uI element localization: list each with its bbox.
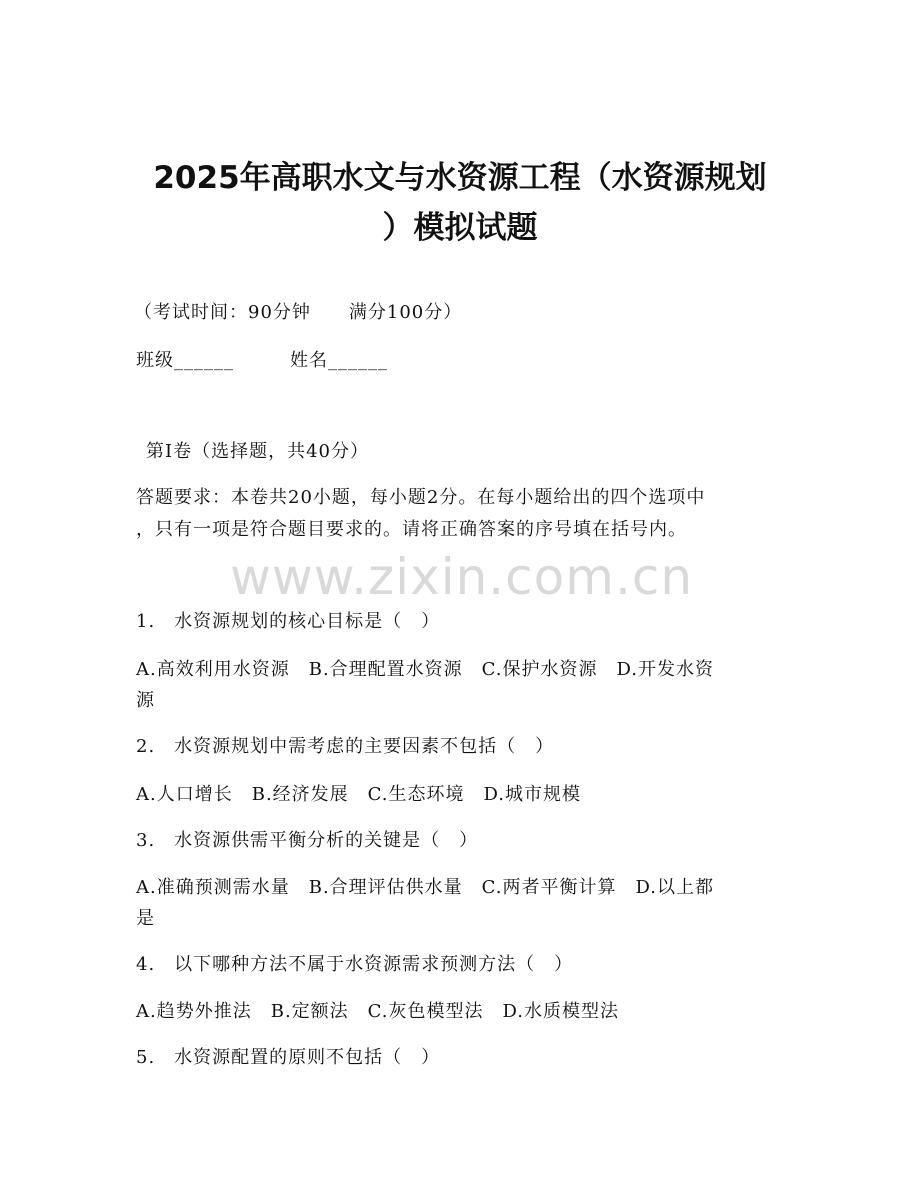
instructions-line-2: ，只有一项是符合题目要求的。请将正确答案的序号填在括号内。 xyxy=(136,519,687,540)
class-field: 班级______ xyxy=(136,350,234,371)
question-stem: 4. 以下哪种方法不属于水资源需求预测方法（ ） xyxy=(136,954,574,975)
section-title: 第Ⅰ卷（选择题，共40分） xyxy=(146,441,370,462)
question-stem: 3. 水资源供需平衡分析的关键是（ ） xyxy=(136,830,479,851)
exam-title xyxy=(130,153,790,253)
question-stem: 1. 水资源规划的核心目标是（ ） xyxy=(136,611,441,632)
instructions-line-1: 答题要求：本卷共20小题，每小题2分。在每小题给出的四个选项中 xyxy=(136,487,706,508)
question-options: A.人口增长 B.经济发展 C.生态环境 D.城市规模 xyxy=(136,784,582,805)
question-stem: 2. 水资源规划中需考虑的主要因素不包括（ ） xyxy=(136,736,555,757)
question-options: A.高效利用水资源 B.合理配置水资源 C.保护水资源 D.开发水资 xyxy=(136,659,715,680)
name-field: 姓名______ xyxy=(290,350,388,371)
question-stem: 5. 水资源配置的原则不包括（ ） xyxy=(136,1047,441,1068)
class-name-row xyxy=(136,346,388,376)
question-options: A.准确预测需水量 B.合理评估供水量 C.两者平衡计算 D.以上都 xyxy=(136,877,715,898)
question-options-continued: 源 xyxy=(136,690,155,711)
question-options: A.趋势外推法 B.定额法 C.灰色模型法 D.水质模型法 xyxy=(136,1001,620,1022)
question-options-continued: 是 xyxy=(136,908,155,929)
title-line-1: 2025年高职水文与水资源工程（水资源规划 xyxy=(153,160,767,196)
title-line-2: ）模拟试题 xyxy=(382,210,538,246)
watermark: www.zixin.com.cn xyxy=(230,548,694,606)
exam-info: （考试时间：90分钟 满分100分） xyxy=(134,302,463,323)
